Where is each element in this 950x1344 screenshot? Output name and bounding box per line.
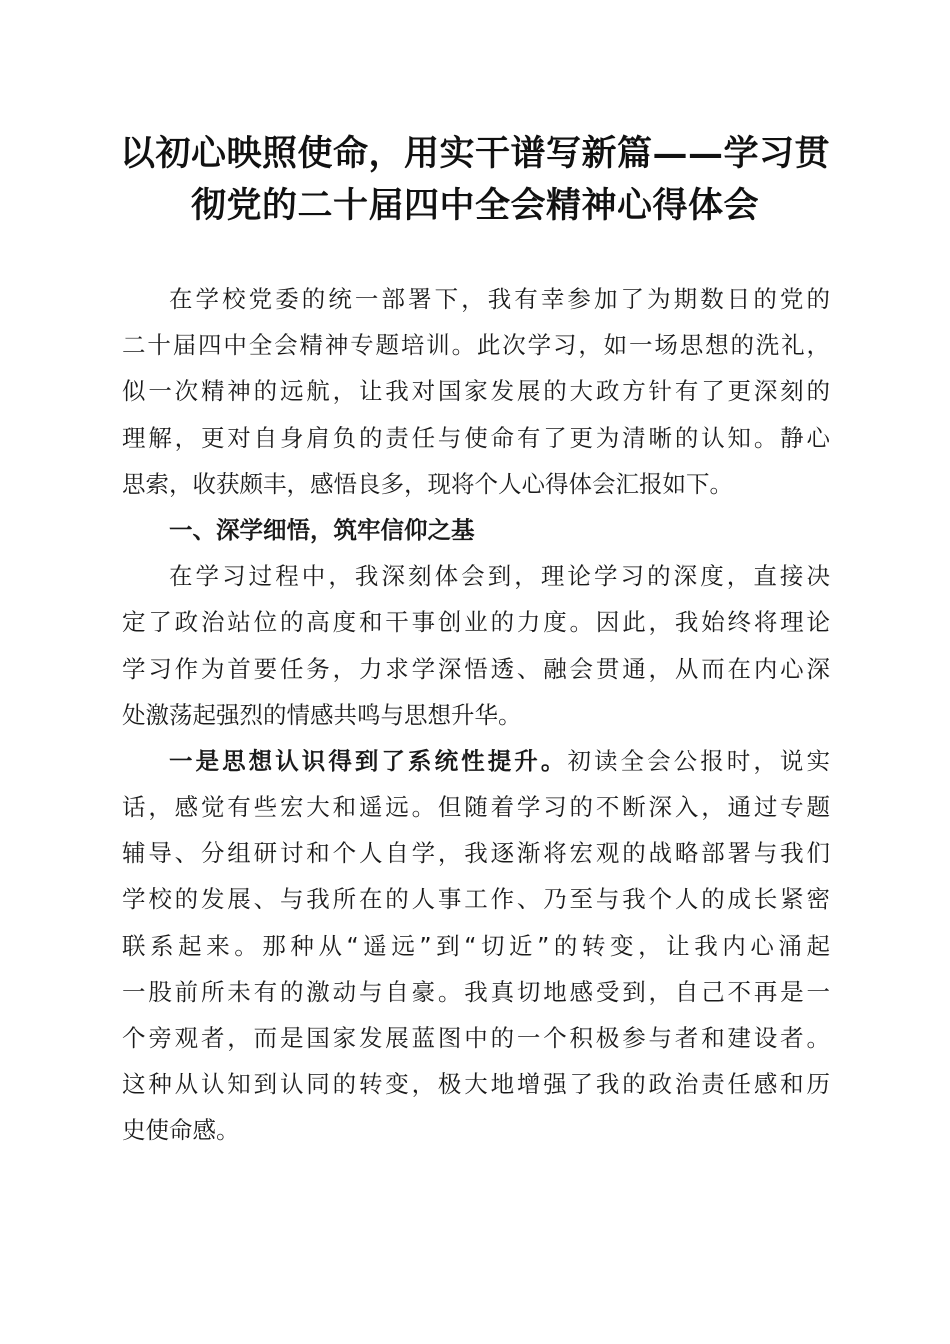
intro-paragraph [122, 276, 830, 507]
text-line: 定了政治站位的高度和干事创业的力度。因此，我始终将理论 [122, 608, 830, 637]
document-body [122, 276, 830, 1154]
text-line: 学习作为首要任务，力求学深悟透、融会贯通，从而在内心深 [122, 654, 830, 683]
text-line: 在学习过程中，我深刻体会到，理论学习的深度，直接决 [169, 562, 830, 591]
section-heading: 一、深学细悟，筑牢信仰之基 [169, 515, 475, 544]
text-line: 个旁观者，而是国家发展蓝图中的一个积极参与者和建设者。 [122, 1024, 830, 1052]
text-line: 联系起来。那种从“遥远”到“切近”的转变，让我内心涌起 [122, 931, 830, 960]
document-title [60, 128, 890, 232]
text-line: 理解，更对自身肩负的责任与使命有了更为清晰的认知。静心 [122, 423, 830, 452]
text-line: 似一次精神的远航，让我对国家发展的大政方针有了更深刻的 [122, 377, 830, 406]
title-line-2: 彻党的二十届四中全会精神心得体会 [190, 185, 759, 226]
text-line: 学校的发展、与我所在的人事工作、乃至与我个人的成长紧密 [122, 885, 830, 914]
text-line: 话，感觉有些宏大和遥远。但随着学习的不断深入，通过专题 [122, 793, 830, 822]
point1-paragraph [122, 738, 830, 1154]
text-line: 史使命感。 [122, 1116, 240, 1145]
text-line: 思索，收获颇丰，感悟良多，现将个人心得体会汇报如下。 [122, 469, 733, 498]
point-lead: 一是思想认识得到了系统性提升。 [169, 746, 568, 775]
text-line: 二十届四中全会精神专题培训。此次学习，如一场思想的洗礼， [122, 331, 830, 360]
text-line: 在学校党委的统一部署下，我有幸参加了为期数日的党的 [169, 285, 830, 313]
section1-paragraph [122, 553, 830, 738]
text-line: 一股前所未有的激动与自豪。我真切地感受到，自己不再是一 [122, 977, 830, 1006]
title-line-1: 以初心映照使命，用实干谱写新篇——学习贯 [119, 133, 830, 174]
text-line: 处激荡起强烈的情感共鸣与思想升华。 [122, 700, 522, 729]
point-lead-rest: 初读全会公报时，说实 [567, 746, 830, 775]
text-line [122, 738, 830, 784]
text-line: 辅导、分组研讨和个人自学，我逐渐将宏观的战略部署与我们 [122, 839, 830, 868]
text-line: 这种从认知到认同的转变，极大地增强了我的政治责任感和历 [122, 1070, 830, 1099]
